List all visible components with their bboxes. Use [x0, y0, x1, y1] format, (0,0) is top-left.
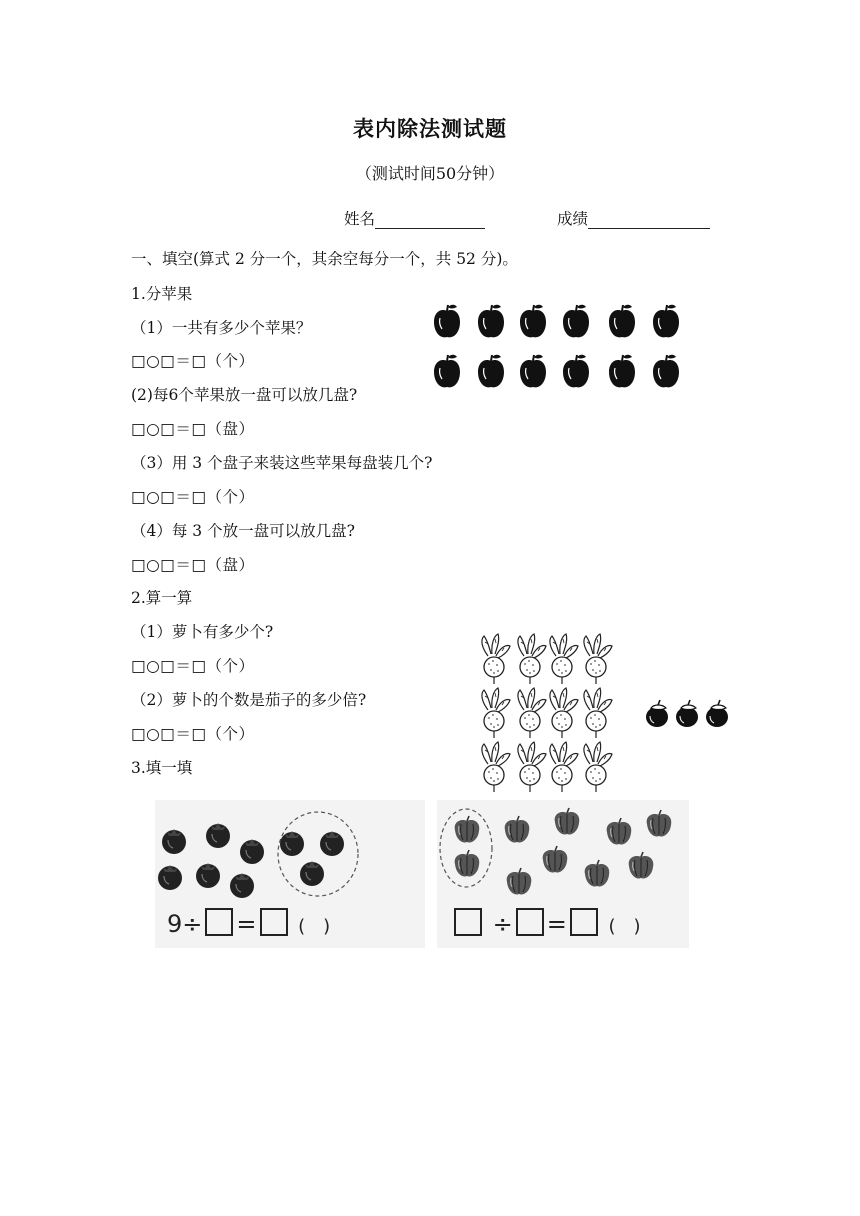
pepper-panel: [437, 800, 689, 948]
radish-icon: [518, 742, 546, 792]
q1-title: 1.分苹果: [131, 285, 193, 303]
tomato-icon: [162, 829, 186, 854]
q2-equation-1[interactable]: □○□＝□（个）: [131, 657, 255, 675]
tomato-icon: [158, 865, 182, 890]
page-subtitle: （测试时间50分钟）: [355, 164, 505, 183]
tomato-icon: [196, 863, 220, 888]
q1-prompt-1: （1）一共有多少个苹果？: [131, 319, 312, 337]
radish-icon: [584, 634, 612, 684]
name-field[interactable]: [344, 207, 485, 229]
q1-prompt-2: (2)每6个苹果放一盘可以放几盘?: [131, 386, 358, 404]
unit-paren[interactable]: ( ): [298, 916, 331, 937]
q2-equation-2[interactable]: □○□＝□（个）: [131, 725, 255, 743]
answer-box[interactable]: [516, 908, 544, 936]
score-label: 成绩: [557, 210, 589, 228]
radish-eggplant-picture: [474, 632, 744, 798]
tomato-icon: [230, 873, 254, 898]
radish-icon: [482, 688, 510, 738]
page-title: 表内除法测试题: [353, 116, 507, 141]
apple-icon: [653, 305, 679, 338]
pepper-icon: [505, 816, 530, 843]
q1-prompt-4: （4）每 3 个放一盘可以放几盘?: [131, 522, 355, 540]
radish-icon: [584, 742, 612, 792]
peppers-picture: [437, 800, 689, 905]
answer-box[interactable]: [260, 908, 288, 936]
q1-prompt-3: （3）用 3 个盘子来装这些苹果每盘装几个?: [131, 454, 433, 472]
radish-icon: [482, 634, 510, 684]
apple-icon: [609, 355, 635, 388]
eq-sign: =: [236, 910, 257, 938]
tomato-icon: [240, 839, 264, 864]
q2-prompt-1: （1）萝卜有多少个?: [131, 623, 274, 641]
apple-icon: [563, 355, 589, 388]
answer-box[interactable]: [205, 908, 233, 936]
eggplant-icon: [676, 700, 698, 727]
score-field[interactable]: [557, 207, 710, 229]
radish-icon: [482, 742, 510, 792]
q2-title: 2.算一算: [131, 589, 193, 607]
q1-equation-4[interactable]: □○□＝□（盘）: [131, 556, 255, 574]
q2-prompt-2: （2）萝卜的个数是茄子的多少倍?: [131, 691, 367, 709]
apple-icon: [434, 305, 460, 338]
apple-icon: [478, 305, 504, 338]
apple-icon: [653, 355, 679, 388]
tomato-icon: [300, 861, 324, 886]
pepper-icon: [455, 850, 480, 877]
apples-picture: [425, 298, 695, 394]
apple-icon: [520, 355, 546, 388]
dividend: 9: [167, 910, 183, 938]
q1-equation-1[interactable]: □○□＝□（个）: [131, 352, 255, 370]
div-sign: ÷: [182, 910, 203, 938]
apple-icon: [609, 305, 635, 338]
pepper-icon: [629, 852, 654, 879]
q3-title: 3.填一填: [131, 759, 193, 777]
pepper-icon: [647, 810, 672, 837]
radish-icon: [518, 688, 546, 738]
section-heading: 一、填空(算式 2 分一个，其余空每分一个，共 52 分)。: [131, 250, 518, 268]
q1-equation-3[interactable]: □○□＝□（个）: [131, 488, 255, 506]
tomato-panel: [155, 800, 425, 948]
radish-icon: [550, 688, 578, 738]
q3-right-equation[interactable]: [451, 908, 641, 938]
pepper-icon: [543, 846, 568, 873]
radish-icon: [518, 634, 546, 684]
tomato-icon: [206, 823, 230, 848]
pepper-icon: [507, 868, 532, 895]
eggplant-icon: [706, 700, 728, 727]
answer-box[interactable]: [454, 908, 482, 936]
apple-icon: [520, 305, 546, 338]
apple-icon: [563, 305, 589, 338]
tomatoes-picture: [155, 800, 425, 900]
name-label: 姓名: [344, 210, 376, 228]
pepper-icon: [455, 816, 480, 843]
tomato-icon: [280, 831, 304, 856]
eggplant-icon: [646, 700, 668, 727]
tomato-icon: [320, 831, 344, 856]
pepper-icon: [585, 860, 610, 887]
pepper-icon: [555, 808, 580, 835]
radish-icon: [550, 634, 578, 684]
answer-box[interactable]: [570, 908, 598, 936]
pepper-icon: [607, 818, 632, 845]
eq-sign: =: [546, 910, 567, 938]
q3-left-equation[interactable]: [167, 908, 330, 938]
name-blank[interactable]: [375, 211, 485, 229]
radish-icon: [550, 742, 578, 792]
apple-icon: [478, 355, 504, 388]
unit-paren[interactable]: ( ): [608, 916, 641, 937]
score-blank[interactable]: [588, 211, 710, 229]
q1-equation-2[interactable]: □○□＝□（盘）: [131, 420, 255, 438]
radish-icon: [584, 688, 612, 738]
apple-icon: [434, 355, 460, 388]
div-sign: ÷: [492, 910, 513, 938]
